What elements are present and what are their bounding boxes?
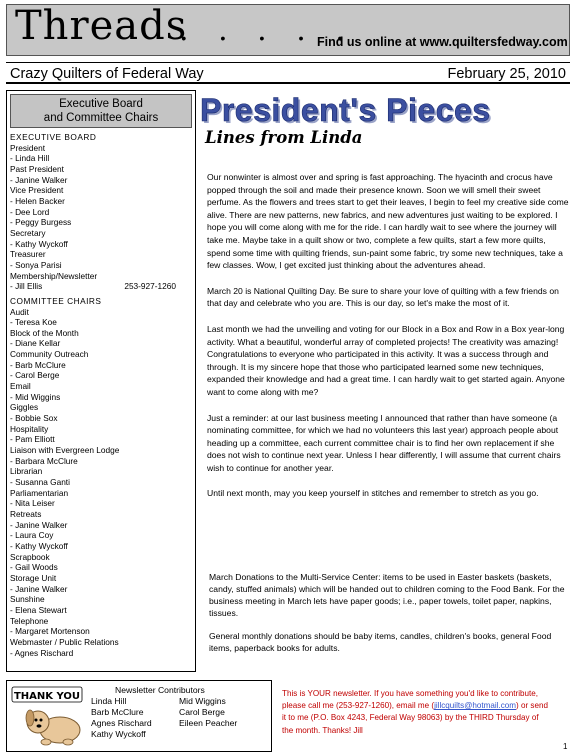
presidents-subtitle: Lines from Linda [205, 128, 363, 147]
roster-line [10, 626, 192, 637]
roster-text: Audit [10, 306, 29, 317]
roster-text: - Peggy Burgess [10, 217, 72, 228]
roster-text: - Barb McClure [10, 359, 66, 370]
roster-line [10, 573, 192, 584]
article-paragraph: March 20 is National Quilting Day. Be sure to share your love of quilting with a few friends on that day and celebrate who you are. This is our day, so let's make the most of it. [207, 285, 559, 309]
roster-line [10, 328, 192, 339]
roster-line [10, 424, 192, 435]
roster-line [10, 143, 192, 154]
editor-email-link[interactable]: jillcquilts@hotmail.com [434, 701, 517, 711]
roster-text: Librarian [10, 466, 43, 477]
roster-text: Retreats [10, 508, 42, 519]
roster-text: Parliamentarian [10, 487, 69, 498]
roster-line [10, 370, 192, 381]
roster-line [10, 196, 192, 207]
roster-line [10, 552, 192, 563]
newsletter-submission-note [282, 688, 552, 737]
roster-text: - Elena Stewart [10, 604, 67, 615]
roster-line [10, 541, 192, 552]
roster-line [10, 488, 192, 499]
page-number: 1 [563, 742, 568, 751]
roster-line [10, 402, 192, 413]
roster-line [10, 445, 192, 456]
roster-phone: 253-927-1260 [124, 281, 176, 292]
sidebar-header [10, 94, 192, 128]
roster-line [10, 616, 192, 627]
roster-line [10, 260, 192, 271]
article-paragraph: Just a reminder: at our last business meeting I announced that rather than have someone (a nominating committee, for which we had no volunteers this last year) approach people about heading up a committee, each current committee chair is to find her own replacement if she does not wish to continue next year. Unless I hear differently, I will assume that current chairs wish to continue for another year. [207, 412, 561, 473]
sidebar-header-line2: and Committee Chairs [43, 112, 159, 124]
footer-text-part1: This is YOUR newsletter. If you have something you'd like to contribute, please call me (253-927-1260), email me ( [282, 689, 539, 711]
contributor-name: Eileen Peacher [179, 718, 238, 728]
roster-text: Secretary [10, 227, 46, 238]
roster-text: - Helen Backer [10, 195, 65, 206]
website-tagline: Find us online at www.quiltersfedway.com [317, 35, 568, 49]
roster-text: - Dee Lord [10, 206, 50, 217]
roster-line [10, 175, 192, 186]
thank-you-logo-text: THANK YOU [13, 691, 81, 702]
roster-text: - Kathy Wyckoff [10, 238, 68, 249]
roster-line [10, 381, 192, 392]
roster-text: Membership/Newsletter [10, 270, 98, 281]
contributors-box [6, 680, 272, 752]
roster-line [10, 360, 192, 371]
roster-text: Sunshine [10, 594, 45, 605]
roster-text: - Jill Ellis [10, 281, 43, 292]
article-paragraph: Until next month, may you keep yourself in stitches and remember to stretch as you go. [207, 488, 539, 499]
roster-text: Vice President [10, 185, 64, 196]
roster-text: - Bobbie Sox [10, 413, 58, 424]
contributor-name: Barb McClure [91, 707, 144, 717]
roster-line [10, 637, 192, 648]
sidebar-header-line1: Executive Board [59, 98, 143, 110]
roster-text: - Margaret Mortenson [10, 626, 90, 637]
issue-date: February 25, 2010 [447, 66, 566, 82]
subheader-bar [6, 62, 570, 84]
roster-line [10, 509, 192, 520]
roster-text: - Janine Walker [10, 174, 68, 185]
roster-text: Storage Unit [10, 572, 57, 583]
contributor-name: Kathy Wyckoff [91, 729, 146, 739]
title-dots: . . . . . [179, 13, 355, 48]
roster-text: - Kathy Wyckoff [10, 540, 68, 551]
roster-text: - Susanna Ganti [10, 477, 70, 487]
roster-line [10, 228, 192, 239]
roster-text: - Teresa Koe [10, 317, 57, 328]
roster-line [10, 477, 192, 488]
roster-line [10, 594, 192, 605]
roster-line [10, 217, 192, 228]
donations-section [209, 571, 567, 665]
roster-text: Past President [10, 163, 64, 174]
roster-line [10, 456, 192, 467]
roster-line [10, 584, 192, 595]
roster-line [10, 153, 192, 164]
contributors-column-2 [179, 696, 237, 729]
masthead [6, 4, 570, 56]
roster-line [10, 338, 192, 349]
roster-text: Treasurer [10, 249, 46, 260]
contributors-column-1 [91, 696, 152, 740]
presidents-pieces-title: President's Pieces [200, 92, 491, 128]
president-article [207, 171, 569, 513]
roster-line [10, 271, 192, 282]
roster-line [10, 530, 192, 541]
roster-text: Scrapbook [10, 551, 50, 562]
contributor-name: Carol Berge [179, 707, 225, 717]
roster-text: - Laura Coy [10, 530, 54, 541]
roster-section-heading: EXECUTIVE BOARD [10, 132, 97, 142]
roster-text: Hospitality [10, 423, 49, 434]
roster-line [10, 498, 192, 509]
donations-paragraph: March Donations to the Multi-Service Center: items to be used in Easter baskets (baskets, candy, stuffed animals) which will be handed out to children coming to the Food Bank. For the business meeting in March lets have paper goods; i.e., paper towels, toilet paper, napkins, tissues. [209, 572, 565, 618]
roster-text: Liaison with Evergreen Lodge [10, 445, 120, 456]
sidebar-roster [10, 132, 192, 658]
newsletter-title: Threads [15, 3, 188, 49]
roster-text: - Janine Walker [10, 583, 68, 594]
contributor-name: Linda Hill [91, 696, 127, 706]
roster-line [10, 307, 192, 318]
roster-section-heading: COMMITTEE CHAIRS [10, 295, 102, 306]
board-sidebar [6, 90, 196, 672]
roster-line [10, 281, 192, 292]
article-paragraph: Our nonwinter is almost over and spring is fast approaching. The hyacinth and crocus have popped through the soil and made their presence known. Soon we will smell their sweet perfume. As the flowers and trees start to get their leaves, I begin to feel my creative side come alive. There are new patterns, new fabrics, and new adventures just waiting to be explored. I hope you will come along with me for the ride. I can hardly wait to see where the journey will take me. Maybe take in a quilt show or two, complete a few quilts, start a few more quilts, spend some time with quilting friends, sun-paint some fabric, try some new techniques, take a few classes. Wow, I get excited just thinking about the adventures ahead. [207, 172, 569, 271]
roster-text: - Linda Hill [10, 153, 50, 164]
contributor-name: Mid Wiggins [179, 696, 226, 706]
roster-text: Telephone [10, 615, 49, 626]
roster-text: Community Outreach [10, 349, 89, 360]
thank-you-dog-icon [10, 684, 86, 748]
roster-line [10, 413, 192, 424]
roster-text: - Pam Elliott [10, 434, 55, 445]
roster-line [10, 434, 192, 445]
roster-line [10, 239, 192, 250]
roster-text: - Gail Woods [10, 562, 58, 573]
roster-text: Giggles [10, 402, 39, 413]
roster-text: - Diane Kellar [10, 338, 61, 349]
contributors-title: Newsletter Contributors [115, 685, 205, 695]
roster-text: Block of the Month [10, 327, 79, 338]
roster-line [10, 349, 192, 360]
roster-line [10, 562, 192, 573]
footer-text-part2: ) or send it to me (P.O. Box 4243, Federal Way 98063) by the THIRD Thursday of the month. Thanks! Jill [282, 701, 548, 735]
roster-line [10, 317, 192, 328]
roster-text: - Barbara McClure [10, 455, 78, 466]
roster-text: President [10, 142, 46, 153]
roster-text: - Mid Wiggins [10, 391, 61, 402]
roster-text: - Nita Leiser [10, 498, 55, 509]
roster-text: - Agnes Rischard [10, 647, 74, 658]
roster-line [10, 185, 192, 196]
roster-text: Email [10, 381, 31, 392]
roster-text: Webmaster / Public Relations [10, 636, 119, 647]
contributor-name: Agnes Rischard [91, 718, 152, 728]
roster-text: - Janine Walker [10, 519, 68, 530]
roster-line [10, 392, 192, 403]
guild-name: Crazy Quilters of Federal Way [10, 66, 204, 82]
roster-line [10, 249, 192, 260]
article-paragraph: Last month we had the unveiling and voting for our Block in a Box and Row in a Box year-long activity. What a beautiful, wonderful array of completed projects! The creativity was amazing! Congratulations to everyone who participated in this activity. It was a success through and through. It is my sincere hope that those who participated learned some new techniques, expanded their knowledge and had a great time. I can hardly wait to get started again. Anyone want to come along with me? [207, 323, 565, 397]
roster-line [10, 207, 192, 218]
roster-line [10, 164, 192, 175]
donations-paragraph: General monthly donations should be baby items, candles, children's books, general Food items, paperback books for adults. [209, 631, 552, 653]
roster-line [10, 605, 192, 616]
roster-line [10, 648, 192, 659]
roster-line [10, 466, 192, 477]
roster-line [10, 520, 192, 531]
roster-text: - Sonya Parisi [10, 259, 62, 270]
roster-text: - Carol Berge [10, 370, 60, 381]
